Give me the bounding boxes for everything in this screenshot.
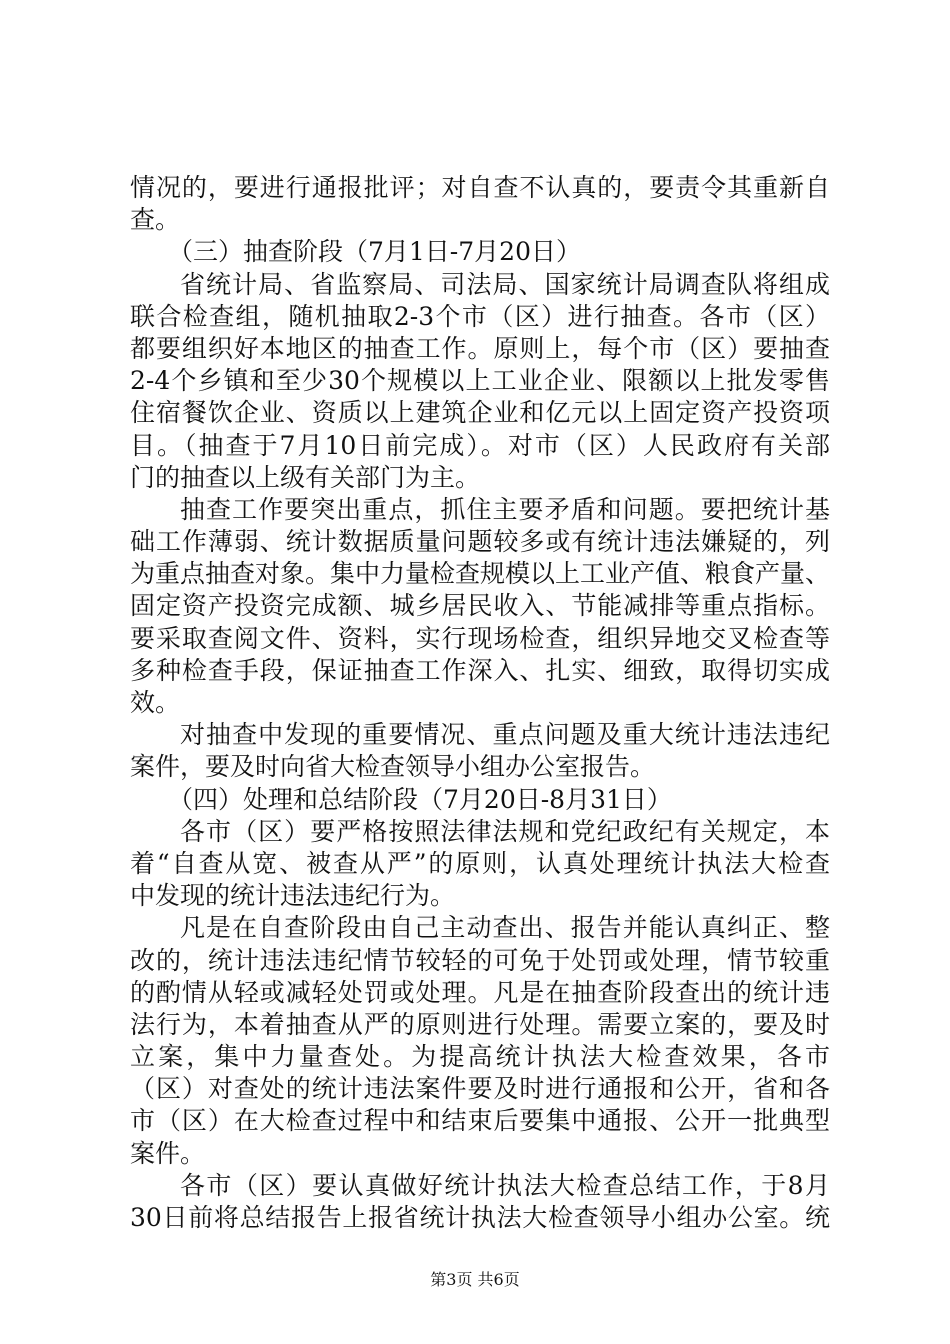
text-line: 着“自查从宽、被查从严”的原则，认真处理统计执法大检查 bbox=[130, 848, 830, 878]
text-line: 门的抽查以上级有关部门为主。 bbox=[130, 462, 481, 492]
text-line: 法行为，本着抽查从严的原则进行处理。需要立案的，要及时 bbox=[130, 1009, 830, 1039]
text-line: 市（区）在大检查过程中和结束后要集中通报、公开一批典型 bbox=[130, 1106, 830, 1136]
text-line: 住宿餐饮企业、资质以上建筑企业和亿元以上固定资产投资项 bbox=[130, 398, 830, 428]
text-line: 案件，要及时向省大检查领导小组办公室报告。 bbox=[130, 752, 656, 782]
text-line: 各市（区）要严格按照法律法规和党纪政纪有关规定，本 bbox=[180, 816, 830, 846]
text-line: 省统计局、省监察局、司法局、国家统计局调查队将组成 bbox=[180, 269, 830, 299]
text-line: 的酌情从轻或减轻处罚或处理。凡是在抽查阶段查出的统计违 bbox=[130, 977, 830, 1007]
text-line: 础工作薄弱、统计数据质量问题较多或有统计违法嫌疑的，列 bbox=[130, 527, 830, 557]
text-line: （区）对查处的统计违法案件要及时进行通报和公开，省和各 bbox=[130, 1074, 830, 1104]
text-line: 中发现的统计违法违纪行为。 bbox=[130, 881, 456, 911]
text-line: 效。 bbox=[130, 688, 181, 717]
text-line: 对抽查中发现的重要情况、重点问题及重大统计违法违纪 bbox=[180, 720, 830, 750]
text-line: 抽查工作要突出重点，抓住主要矛盾和问题。要把统计基 bbox=[180, 494, 830, 524]
text-line: 固定资产投资完成额、城乡居民收入、节能减排等重点指标。 bbox=[130, 591, 830, 621]
text-line: 都要组织好本地区的抽查工作。原则上，每个市（区）要抽查 bbox=[130, 333, 830, 363]
text-line: 各市（区）要认真做好统计执法大检查总结工作，于8月 bbox=[180, 1170, 830, 1200]
text-line: 为重点抽查对象。集中力量检查规模以上工业产值、粮食产量、 bbox=[130, 559, 830, 589]
text-line: 多种检查手段，保证抽查工作深入、扎实、细致，取得切实成 bbox=[130, 655, 830, 685]
text-line: 情况的，要进行通报批评；对自查不认真的，要责令其重新自 bbox=[130, 173, 830, 202]
text-line: 要采取查阅文件、资料，实行现场检查，组织异地交叉检查等 bbox=[130, 623, 830, 653]
text-line: 案件。 bbox=[130, 1138, 206, 1168]
section-heading: （三）抽查阶段（7月1日-7月20日） bbox=[168, 237, 581, 267]
document-body bbox=[130, 172, 830, 1234]
page-footer: 第3页 共6页 bbox=[430, 1270, 520, 1289]
text-line: 立案，集中力量查处。为提高统计执法大检查效果，各市 bbox=[130, 1042, 830, 1072]
text-line: 联合检查组，随机抽取2-3个市（区）进行抽查。各市（区） bbox=[130, 301, 830, 331]
text-line: 改的，统计违法违纪情节较轻的可免于处罚或处理，情节较重 bbox=[130, 945, 830, 975]
text-line: 30日前将总结报告上报省统计执法大检查领导小组办公室。统 bbox=[130, 1203, 830, 1232]
text-line: 凡是在自查阶段由自己主动查出、报告并能认真纠正、整 bbox=[180, 913, 830, 943]
text-line: 2-4个乡镇和至少30个规模以上工业企业、限额以上批发零售 bbox=[130, 366, 830, 396]
section-heading: （四）处理和总结阶段（7月20日-8月31日） bbox=[168, 784, 672, 814]
text-line: 查。 bbox=[130, 205, 181, 235]
text-line: 目。（抽查于7月10日前完成）。对市（区）人民政府有关部 bbox=[130, 430, 830, 460]
